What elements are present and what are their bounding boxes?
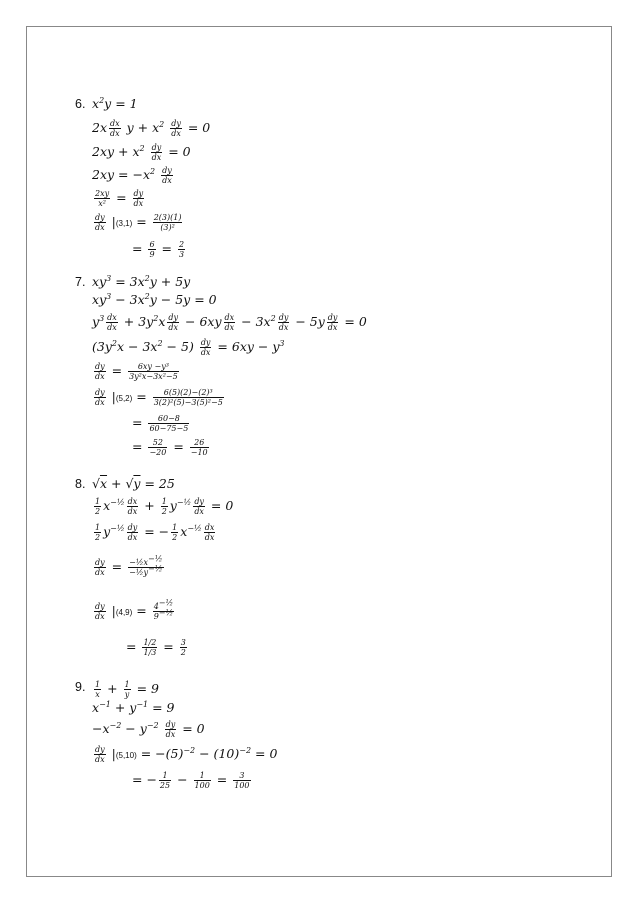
problem-number: 7. xyxy=(75,275,86,289)
equation-line: $\frac{1}{x}$ + $\frac{1}{y}$ = 9 xyxy=(95,680,159,699)
equation-line: = − $\frac{1}{25}$ − $\frac{1}{100}$ = $\frac{3}{100}$ xyxy=(132,771,250,790)
equation-line: $\frac{1}{2}$ $x^{-\frac{1}{2}}$ $\frac{dx}{dx}$ + $\frac{1}{2}$ $y^{-\frac{1}{2}}$ $\frac{dy}{dx}$ = 0 xyxy=(95,497,234,516)
equation-line: $y^3$ $\frac{dx}{dx}$ + $3y^2x$ $\frac{dy}{dx}$ − 6xy $\frac{dx}{dx}$ − $3x^2$ $\frac{dy}{dx}$ − 5y $\frac{dy}{dx}$ = 0 xyxy=(92,313,367,332)
equation-line: $\frac{dy}{dx}$ = $\frac{\text{6xy −y³}}{\text{3y²x−3x²−5}}$ xyxy=(95,362,178,381)
equation-line: = $\frac{52}{-20}$ = $\frac{26}{-10}$ xyxy=(132,438,208,457)
equation-line: $\frac{2xy}{\text{x²}}$ = $\frac{dy}{dx}$ xyxy=(95,189,144,208)
equation-line: $\frac{dy}{dx}$ |(3,1) = $\frac{2(3)(1)}{\text{(3)²}}$ xyxy=(95,213,182,232)
equation-line: $\frac{1}{2}$ $y^{-\frac{1}{2}}$ $\frac{dy}{dx}$ = − $\frac{1}{2}$ $x^{-\frac{1}{2}}$ $\frac{dx}{dx}$ xyxy=(95,523,215,542)
equation-line: 2x $\frac{dx}{dx}$ $y + x^2$ $\frac{dy}{dx}$ = 0 xyxy=(92,119,211,138)
problem-number: 6. xyxy=(75,97,86,111)
equation-line: = $\frac{60-8}{60-75-5}$ xyxy=(132,414,189,433)
equation-line: $xy^3 = 3x^2y + 5y$ xyxy=(92,273,191,289)
equation-line: $\frac{dy}{dx}$ |(4,9) = $\frac{4^{-\frac{1}{2}}}{9^{-\frac{1}{2}}}$ xyxy=(95,598,174,621)
equation-line: $2xy = -x^2$ $\frac{dy}{dx}$ xyxy=(92,166,172,185)
equation-line: $x^{-1} + y^{-1} = 9$ xyxy=(92,699,175,715)
equation-line: $\frac{dy}{dx}$ |(5,2) = $\frac{\text{6(5)(2)−(2)³}}{\text{3(2)²(5)−3(5)²−5}}$ xyxy=(95,388,223,407)
equation-line: $2xy + x^2$ $\frac{dy}{dx}$ = 0 xyxy=(92,143,191,162)
equation-line: √x + √y = 25 xyxy=(92,476,175,491)
equation-line: $\frac{dy}{dx}$ = $\frac{-\frac{1}{2}x^{-\frac{1}{2}}}{-\frac{1}{2}y^{-\frac{1}{2}}}$ xyxy=(95,554,163,577)
equation-line: = $\frac{6}{9}$ = $\frac{2}{3}$ xyxy=(132,240,185,259)
problem-number: 8. xyxy=(75,477,86,491)
equation-line: $(3y^2x - 3x^2 - 5)$ $\frac{dy}{dx}$ = $6xy - y^3$ xyxy=(92,338,285,357)
equation-line: $\frac{dy}{dx}$ $|(5,10) = -(5)^{-2} - (10)^{-2} = 0$ xyxy=(95,745,278,764)
problem-number: 9. xyxy=(75,680,86,694)
equation-line: = $\frac{1/2}{1/3}$ = $\frac{3}{2}$ xyxy=(126,638,186,657)
equation-line: $x^2y = 1$ xyxy=(92,95,138,111)
equation-line: $xy^3 - 3x^2y - 5y = 0$ xyxy=(92,291,217,307)
equation-line: $-x^{-2} - y^{-2}$ $\frac{dy}{dx}$ = 0 xyxy=(92,720,205,739)
